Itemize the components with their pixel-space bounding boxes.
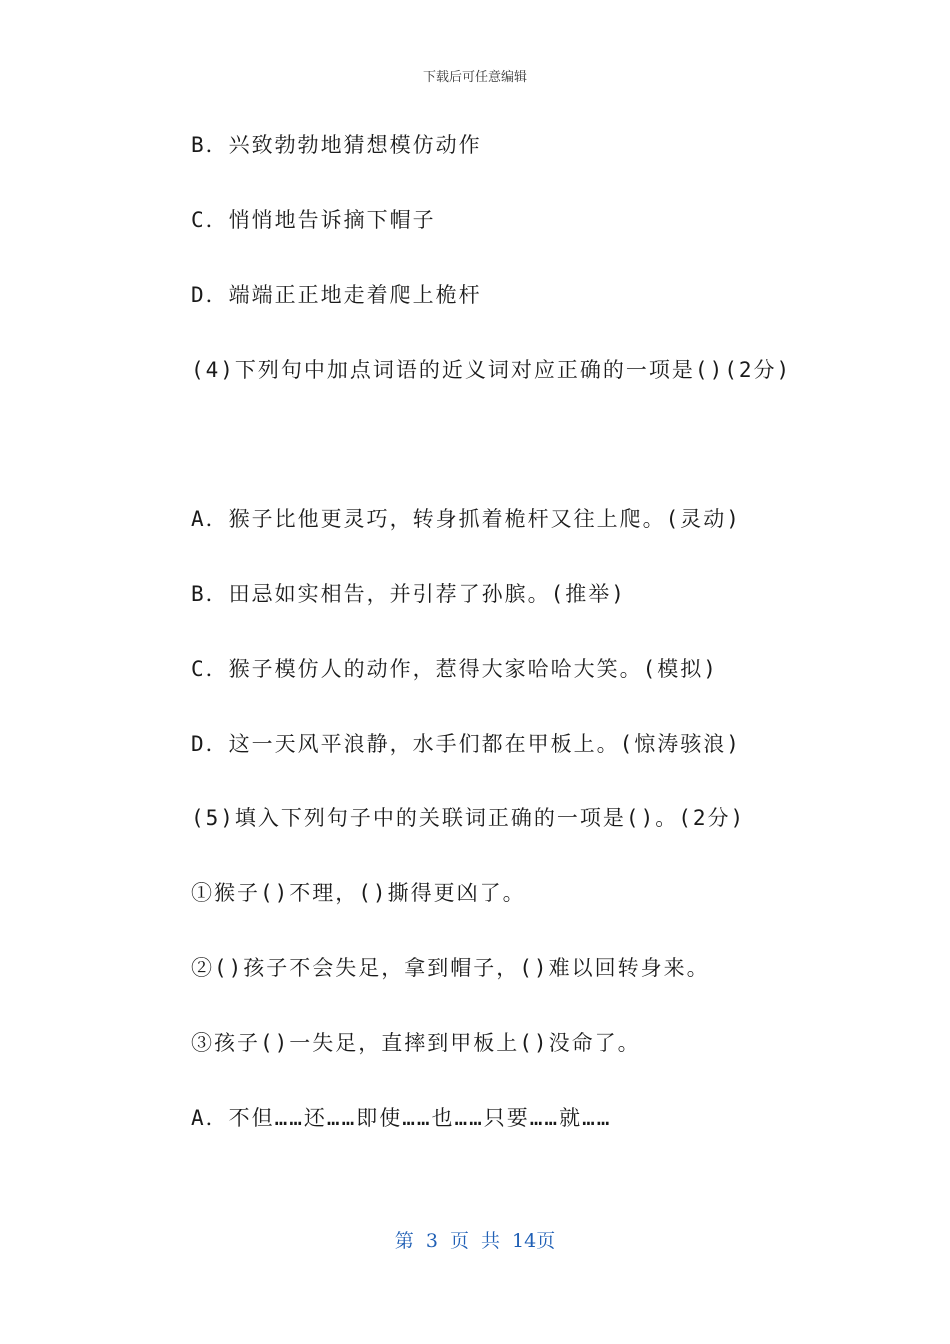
page-number-footer: 第 3 页 共 14页 [394, 1230, 556, 1252]
q4-option-c-line: C．猴子模仿人的动作，惹得大家哈哈大笑。(模拟) [191, 657, 718, 681]
option-b-line: B．兴致勃勃地猜想模仿动作 [191, 133, 482, 157]
page-header: 下载后可任意编辑 [422, 70, 527, 85]
q5-sentence-3: ③孩子()一失足，直摔到甲板上()没命了。 [191, 1031, 641, 1055]
q4-option-a-line: A．猴子比他更灵巧，转身抓着桅杆又往上爬。(灵动) [191, 507, 741, 531]
q4-option-d-line: D．这一天风平浪静，水手们都在甲板上。(惊涛骇浪) [191, 732, 741, 756]
q5-sentence-2: ②()孩子不会失足，拿到帽子，()难以回转身来。 [191, 956, 710, 980]
q5-option-a-line: A．不但……还……即使……也……只要……就…… [191, 1106, 612, 1130]
q5-sentence-1: ①猴子()不理，()撕得更凶了。 [191, 881, 526, 905]
q4-option-b-line: B．田忌如实相告，并引荐了孙膑。(推举) [191, 582, 626, 606]
question-5-line: (5)填入下列句子中的关联词正确的一项是()。(2分) [191, 806, 746, 830]
option-c-line: C．悄悄地告诉摘下帽子 [191, 208, 436, 232]
option-d-line: D．端端正正地走着爬上桅杆 [191, 283, 482, 307]
question-4-line: (4)下列句中加点词语的近义词对应正确的一项是()(2分) [191, 358, 792, 382]
